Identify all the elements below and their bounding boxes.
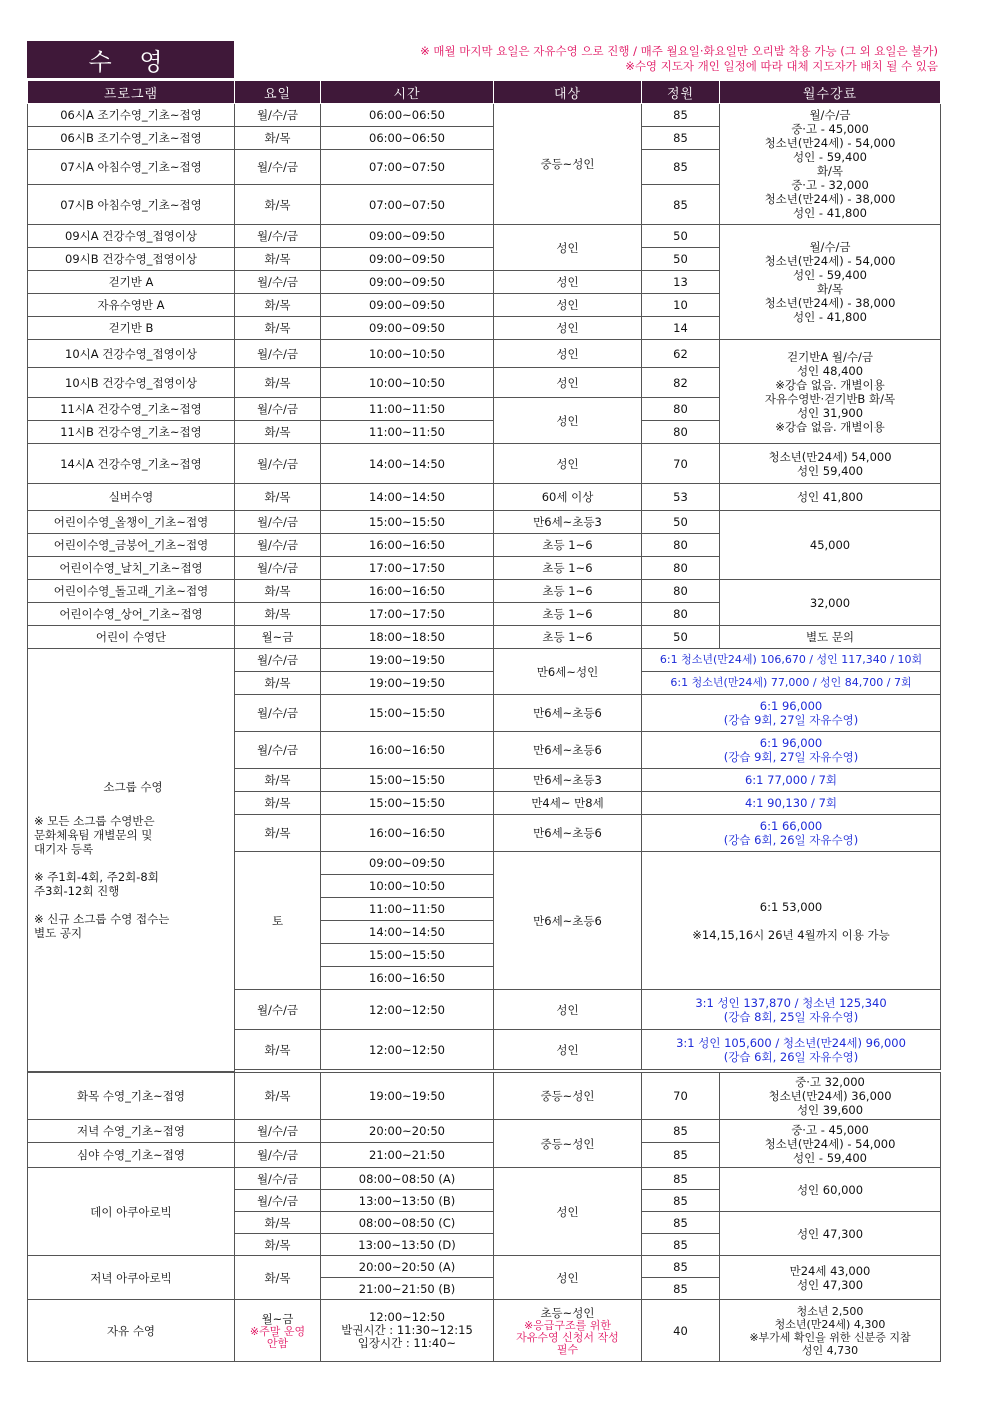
day-cell: 월/수/금	[235, 150, 321, 185]
capacity-cell: 40	[642, 1300, 720, 1362]
day-cell: 화/목	[235, 580, 321, 603]
time-cell: 21:00~21:50 (B)	[321, 1278, 494, 1300]
day-cell: 월/수/금	[235, 990, 321, 1030]
fee-cell: 성인 47,300	[720, 1212, 941, 1256]
fee-cell: 4:1 90,130 / 7회	[642, 792, 941, 815]
time-cell: 15:00~15:50	[321, 695, 494, 732]
capacity-cell: 85	[642, 1168, 720, 1190]
time-cell: 06:00~06:50	[321, 104, 494, 127]
table-row	[28, 444, 941, 484]
day-cell: 화/목	[235, 1030, 321, 1070]
day-cell: 월/수/금	[235, 1143, 321, 1168]
day-cell: 화/목	[235, 1256, 321, 1300]
table-header-row	[28, 81, 941, 104]
target-cell: 성인	[494, 444, 642, 484]
table-row	[28, 340, 941, 368]
fee-cell: 걷기반A 월/수/금 성인 48,400 ※강습 없음. 개별이용 자유수영반·걷기반B 화/목 성인 31,900 ※강습 없음. 개별이용	[720, 340, 941, 444]
capacity-cell: 50	[642, 225, 720, 248]
target-cell: 성인	[494, 340, 642, 368]
day-cell: 월/수/금	[235, 225, 321, 248]
time-cell: 16:00~16:50	[321, 732, 494, 769]
day-cell: 토	[235, 852, 321, 990]
fee-cell: 6:1 77,000 / 7회	[642, 769, 941, 792]
time-cell: 15:00~15:50	[321, 944, 494, 967]
day-cell: 화/목	[235, 484, 321, 511]
time-cell: 14:00~14:50	[321, 484, 494, 511]
program-cell: 09시B 건강수영_접영이상	[28, 248, 235, 271]
time-cell: 16:00~16:50	[321, 967, 494, 990]
day-cell: 화/목	[235, 1234, 321, 1256]
fee-cell: 6:1 96,000 (강습 9회, 27일 자유수영)	[642, 695, 941, 732]
capacity-cell: 85	[642, 1256, 720, 1278]
fee-cell: 6:1 청소년(만24세) 106,670 / 성인 117,340 / 10회	[642, 649, 941, 672]
capacity-cell: 85	[642, 1278, 720, 1300]
table-row	[28, 1300, 941, 1362]
capacity-cell: 80	[642, 421, 720, 444]
capacity-cell: 85	[642, 1190, 720, 1212]
notice-text	[420, 44, 938, 74]
time-cell: 10:00~10:50	[321, 875, 494, 898]
time-cell: 16:00~16:50	[321, 580, 494, 603]
day-cell: 화/목	[235, 185, 321, 225]
program-cell: 07시B 아침수영_기초~접영	[28, 185, 235, 225]
day-cell: 화/목	[235, 672, 321, 695]
program-cell: 어린이수영_금붕어_기초~접영	[28, 534, 235, 557]
capacity-cell: 85	[642, 1120, 720, 1143]
capacity-cell: 80	[642, 580, 720, 603]
time-cell: 08:00~08:50 (A)	[321, 1168, 494, 1190]
time-cell: 06:00~06:50	[321, 127, 494, 150]
day-cell: 월/수/금	[235, 444, 321, 484]
target-cell: 초등 1~6	[494, 626, 642, 649]
day-cell: 화/목	[235, 792, 321, 815]
time-cell: 07:00~07:50	[321, 150, 494, 185]
free-target: 초등~성인	[540, 1305, 595, 1320]
time-cell: 14:00~14:50	[321, 921, 494, 944]
target-cell: 성인	[494, 1256, 642, 1300]
time-cell: 19:00~19:50	[321, 649, 494, 672]
capacity-cell: 82	[642, 368, 720, 398]
day-cell	[235, 1300, 321, 1362]
time-cell: 09:00~09:50	[321, 248, 494, 271]
target-cell: 중등~성인	[494, 1073, 642, 1120]
time-cell: 09:00~09:50	[321, 271, 494, 294]
free-target-note: ※응급구조를 위한 자유수영 신청서 작성 필수	[516, 1318, 619, 1356]
capacity-cell: 85	[642, 1143, 720, 1168]
day-cell: 월/수/금	[235, 104, 321, 127]
time-cell: 10:00~10:50	[321, 368, 494, 398]
fee-cell: 청소년 2,500 청소년(만24세) 4,300 ※부가세 확인을 위한 신분증 지참 성인 4,730	[720, 1300, 941, 1362]
capacity-cell: 80	[642, 557, 720, 580]
table-row	[28, 484, 941, 511]
day-cell: 월/수/금	[235, 1190, 321, 1212]
day-cell: 화/목	[235, 248, 321, 271]
time-cell: 17:00~17:50	[321, 603, 494, 626]
day-cell: 화/목	[235, 421, 321, 444]
program-cell: 걷기반 B	[28, 317, 235, 340]
header-fee: 월수강료	[720, 81, 941, 104]
page-title: 수 영	[27, 41, 234, 78]
time-cell: 12:00~12:50	[321, 990, 494, 1030]
free-day-note: ※주말 운영 안함	[249, 1324, 306, 1350]
target-cell: 중등~성인	[494, 1120, 642, 1168]
program-cell: 데이 아쿠아로빅	[28, 1168, 235, 1256]
time-cell: 20:00~20:50 (A)	[321, 1256, 494, 1278]
capacity-cell: 50	[642, 626, 720, 649]
header-target: 대상	[494, 81, 642, 104]
target-cell: 성인	[494, 368, 642, 398]
target-cell: 초등 1~6	[494, 580, 642, 603]
small-group-title: 소그룹 수영	[103, 780, 163, 794]
program-cell: 09시A 건강수영_접영이상	[28, 225, 235, 248]
free-day: 월~금	[261, 1311, 294, 1326]
program-cell: 저녁 수영_기초~접영	[28, 1120, 235, 1143]
program-cell: 걷기반 A	[28, 271, 235, 294]
target-cell: 만6세~성인	[494, 649, 642, 695]
time-cell: 16:00~16:50	[321, 815, 494, 852]
capacity-cell: 85	[642, 185, 720, 225]
capacity-cell: 85	[642, 127, 720, 150]
capacity-cell: 10	[642, 294, 720, 317]
notice-line-2: ※수영 지도자 개인 일정에 따라 대체 지도자가 배치 될 수 있음	[625, 59, 938, 73]
program-cell: 10시B 건강수영_접영이상	[28, 368, 235, 398]
day-cell: 화/목	[235, 1212, 321, 1234]
capacity-cell: 70	[642, 444, 720, 484]
program-cell: 어린이 수영단	[28, 626, 235, 649]
fee-cell: 중·고 32,000 청소년(만24세) 36,000 성인 39,600	[720, 1073, 941, 1120]
capacity-cell: 53	[642, 484, 720, 511]
time-cell: 18:00~18:50	[321, 626, 494, 649]
header-day: 요일	[235, 81, 321, 104]
fee-cell: 45,000	[720, 511, 941, 580]
program-cell: 07시A 아침수영_기초~접영	[28, 150, 235, 185]
fee-cell: 6:1 66,000 (강습 6회, 26일 자유수영)	[642, 815, 941, 852]
day-cell: 월/수/금	[235, 695, 321, 732]
time-cell: 21:00~21:50	[321, 1143, 494, 1168]
day-cell: 화/목	[235, 815, 321, 852]
program-cell: 실버수영	[28, 484, 235, 511]
table-row	[28, 626, 941, 649]
fee-cell: 월/수/금 중·고 - 45,000 청소년(만24세) - 54,000 성인 - 59,400 화/목 중·고 - 32,000 청소년(만24세) - 38,000 성인 - 41,800	[720, 104, 941, 225]
small-group-cell	[28, 649, 235, 1072]
day-cell: 월/수/금	[235, 1168, 321, 1190]
target-cell: 만6세~초등6	[494, 695, 642, 732]
fee-cell: 월/수/금 청소년(만24세) - 54,000 성인 - 59,400 화/목 청소년(만24세) - 38,000 성인 - 41,800	[720, 225, 941, 340]
table-row	[28, 104, 941, 127]
capacity-cell: 14	[642, 317, 720, 340]
target-cell: 성인	[494, 317, 642, 340]
program-cell: 어린이수영_상어_기초~접영	[28, 603, 235, 626]
table-row	[28, 1168, 941, 1190]
program-cell: 어린이수영_올챙이_기초~접영	[28, 511, 235, 534]
table-row	[28, 1073, 941, 1120]
fee-cell: 중·고 - 45,000 청소년(만24세) - 54,000 성인 - 59,400	[720, 1120, 941, 1168]
day-cell: 화/목	[235, 294, 321, 317]
time-cell: 17:00~17:50	[321, 557, 494, 580]
table-row	[28, 511, 941, 534]
program-cell: 자유 수영	[28, 1300, 235, 1362]
day-cell: 월/수/금	[235, 557, 321, 580]
day-cell: 화/목	[235, 769, 321, 792]
day-cell: 화/목	[235, 368, 321, 398]
time-cell: 14:00~14:50	[321, 444, 494, 484]
table-row	[28, 1120, 941, 1143]
target-cell: 60세 이상	[494, 484, 642, 511]
swim-schedule-table	[27, 80, 941, 1362]
program-cell: 06시B 조기수영_기초~접영	[28, 127, 235, 150]
target-cell: 성인	[494, 398, 642, 444]
capacity-cell: 80	[642, 398, 720, 421]
program-cell: 10시A 건강수영_접영이상	[28, 340, 235, 368]
target-cell: 만6세~초등3	[494, 769, 642, 792]
header-program: 프로그램	[28, 81, 235, 104]
time-cell: 13:00~13:50 (D)	[321, 1234, 494, 1256]
fee-cell: 6:1 96,000 (강습 9회, 27일 자유수영)	[642, 732, 941, 769]
day-cell: 월/수/금	[235, 340, 321, 368]
program-cell: 자유수영반 A	[28, 294, 235, 317]
time-cell: 15:00~15:50	[321, 511, 494, 534]
day-cell: 월~금	[235, 626, 321, 649]
program-cell: 저녁 아쿠아로빅	[28, 1256, 235, 1300]
time-cell: 11:00~11:50	[321, 898, 494, 921]
program-cell: 14시A 건강수영_기초~접영	[28, 444, 235, 484]
table-row	[28, 580, 941, 603]
time-cell: 16:00~16:50	[321, 534, 494, 557]
target-cell	[494, 1300, 642, 1362]
day-cell: 월/수/금	[235, 398, 321, 421]
time-cell: 07:00~07:50	[321, 185, 494, 225]
capacity-cell: 50	[642, 511, 720, 534]
program-cell: 어린이수영_돌고래_기초~접영	[28, 580, 235, 603]
time-cell: 12:00~12:50	[321, 1030, 494, 1070]
fee-cell: 6:1 청소년(만24세) 77,000 / 성인 84,700 / 7회	[642, 672, 941, 695]
day-cell: 월/수/금	[235, 649, 321, 672]
program-cell: 심야 수영_기초~접영	[28, 1143, 235, 1168]
time-cell: 13:00~13:50 (B)	[321, 1190, 494, 1212]
fee-cell: 6:1 53,000 ※14,15,16시 26년 4월까지 이용 가능	[642, 852, 941, 990]
capacity-cell: 62	[642, 340, 720, 368]
capacity-cell: 85	[642, 150, 720, 185]
capacity-cell: 70	[642, 1073, 720, 1120]
time-cell: 09:00~09:50	[321, 852, 494, 875]
fee-cell: 3:1 성인 105,600 / 청소년(만24세) 96,000 (강습 6회, 26일 자유수영)	[642, 1030, 941, 1070]
fee-cell: 성인 60,000	[720, 1168, 941, 1212]
day-cell: 월/수/금	[235, 534, 321, 557]
time-cell: 08:00~08:50 (C)	[321, 1212, 494, 1234]
time-cell: 09:00~09:50	[321, 317, 494, 340]
capacity-cell: 85	[642, 104, 720, 127]
target-cell: 성인	[494, 990, 642, 1030]
day-cell: 월/수/금	[235, 732, 321, 769]
target-cell: 만6세~초등6	[494, 732, 642, 769]
time-cell: 20:00~20:50	[321, 1120, 494, 1143]
target-cell: 초등 1~6	[494, 534, 642, 557]
target-cell: 초등 1~6	[494, 557, 642, 580]
time-cell: 19:00~19:50	[321, 1073, 494, 1120]
day-cell: 월/수/금	[235, 271, 321, 294]
time-cell: 15:00~15:50	[321, 769, 494, 792]
fee-cell: 3:1 성인 137,870 / 청소년 125,340 (강습 8회, 25일 자유수영)	[642, 990, 941, 1030]
fee-cell: 32,000	[720, 580, 941, 626]
time-cell: 09:00~09:50	[321, 294, 494, 317]
target-cell: 만6세~초등6	[494, 815, 642, 852]
target-cell: 만6세~초등6	[494, 852, 642, 990]
day-cell: 월/수/금	[235, 1120, 321, 1143]
target-cell: 성인	[494, 1168, 642, 1256]
table-row	[28, 225, 941, 248]
day-cell: 화/목	[235, 603, 321, 626]
capacity-cell: 50	[642, 248, 720, 271]
notice-line-1: ※ 매월 마지막 요일은 자유수영 으로 진행 / 매주 월요일·화요일만 오리발 착용 가능 (그 외 요일은 불가)	[420, 44, 938, 58]
target-cell: 만4세~ 만8세	[494, 792, 642, 815]
target-cell: 성인	[494, 271, 642, 294]
time-cell: 15:00~15:50	[321, 792, 494, 815]
target-cell: 중등~성인	[494, 104, 642, 225]
target-cell: 초등 1~6	[494, 603, 642, 626]
time-cell: 11:00~11:50	[321, 421, 494, 444]
day-cell: 월/수/금	[235, 511, 321, 534]
fee-cell: 만24세 43,000 성인 47,300	[720, 1256, 941, 1300]
time-cell: 12:00~12:50 발권시간 : 11:30~12:15 입장시간 : 11:40~	[321, 1300, 494, 1362]
time-cell: 11:00~11:50	[321, 398, 494, 421]
time-cell: 19:00~19:50	[321, 672, 494, 695]
program-cell: 어린이수영_날치_기초~접영	[28, 557, 235, 580]
program-cell: 06시A 조기수영_기초~접영	[28, 104, 235, 127]
capacity-cell: 13	[642, 271, 720, 294]
header-time: 시간	[321, 81, 494, 104]
target-cell: 만6세~초등3	[494, 511, 642, 534]
fee-cell: 성인 41,800	[720, 484, 941, 511]
target-cell: 성인	[494, 1030, 642, 1070]
header-capacity: 정원	[642, 81, 720, 104]
program-cell: 화목 수영_기초~접영	[28, 1073, 235, 1120]
day-cell: 화/목	[235, 317, 321, 340]
fee-cell: 별도 문의	[720, 626, 941, 649]
target-cell: 성인	[494, 225, 642, 271]
program-cell: 11시B 건강수영_기초~접영	[28, 421, 235, 444]
table-row	[28, 649, 941, 672]
target-cell: 성인	[494, 294, 642, 317]
program-cell: 11시A 건강수영_기초~접영	[28, 398, 235, 421]
day-cell: 화/목	[235, 1073, 321, 1120]
capacity-cell: 80	[642, 603, 720, 626]
capacity-cell: 85	[642, 1234, 720, 1256]
time-cell: 09:00~09:50	[321, 225, 494, 248]
day-cell: 화/목	[235, 127, 321, 150]
time-cell: 10:00~10:50	[321, 340, 494, 368]
table-row	[28, 1256, 941, 1278]
small-group-notes: ※ 모든 소그룹 수영반은 문화체육팀 개별문의 및 대기자 등록 ※ 주1회-4회, 주2회-8회 주3회-12회 진행 ※ 신규 소그룹 수영 접수는 별도 공지	[34, 814, 170, 940]
fee-cell: 청소년(만24세) 54,000 성인 59,400	[720, 444, 941, 484]
capacity-cell: 80	[642, 534, 720, 557]
capacity-cell: 85	[642, 1212, 720, 1234]
